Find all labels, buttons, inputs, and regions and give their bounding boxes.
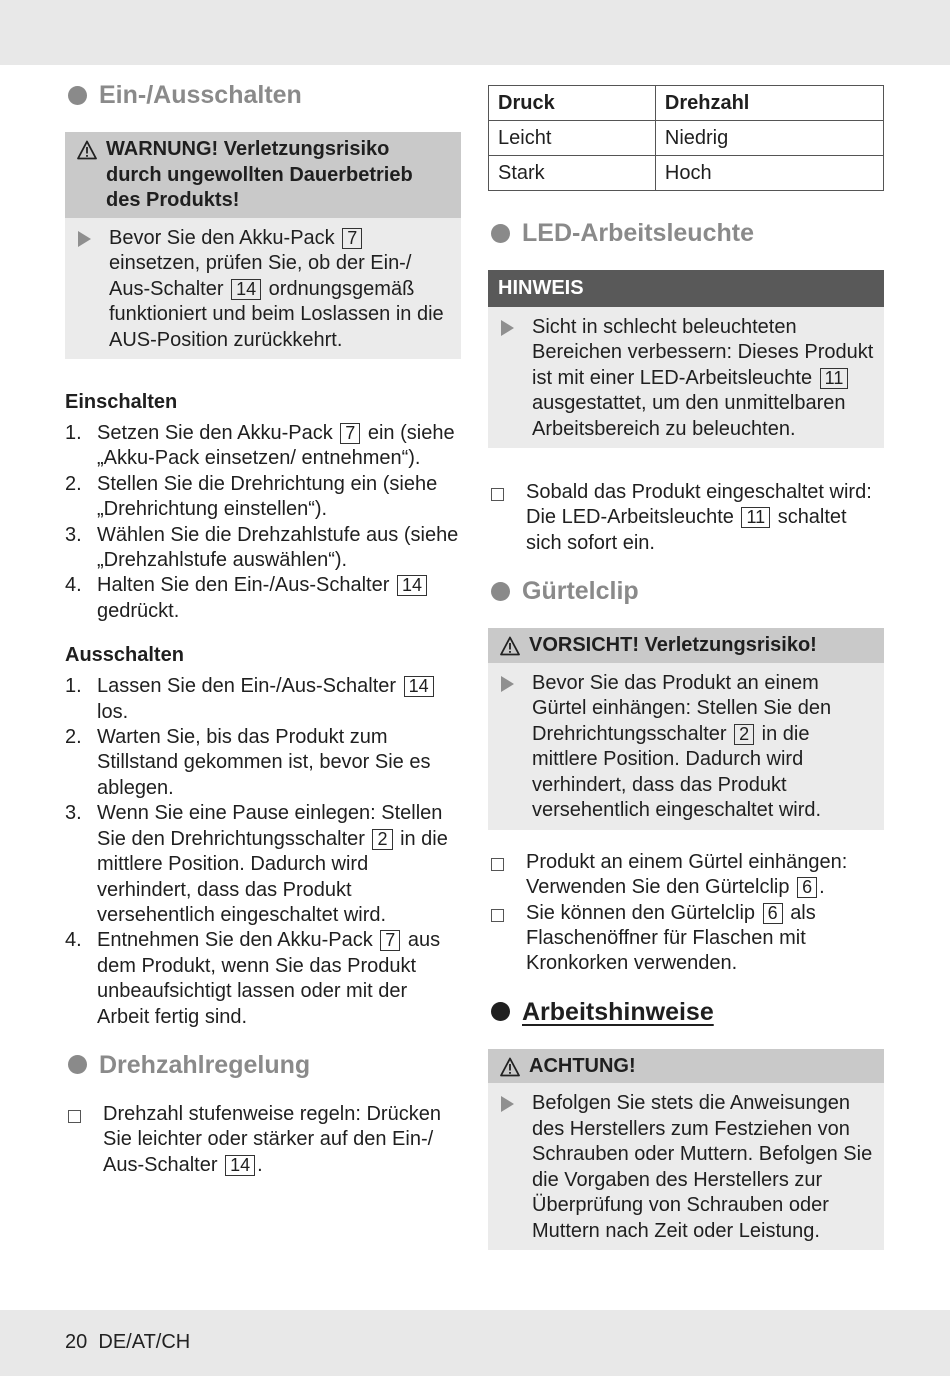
warning-box	[65, 132, 461, 359]
list-item: Sie können den Gürtelclip 6 als Flaschenöffner für Flaschen mit Kronkorken verwenden.	[488, 901, 884, 977]
clip-list	[488, 850, 884, 977]
left-column	[65, 78, 461, 1196]
part-ref: 14	[225, 1155, 255, 1176]
header-band	[0, 0, 950, 65]
bullet-dot-icon	[491, 1002, 510, 1021]
section-heading-drehzahlregelung: Drehzahlregelung	[65, 1048, 461, 1082]
step-item: 4. Entnehmen Sie den Akku-Pack 7 aus dem Produkt, wenn Sie das Produkt unbeaufsichtigt lassen oder mit der Arbeit fertig sind.	[65, 929, 441, 1028]
attention-heading: ACHTUNG!	[488, 1049, 884, 1084]
attention-box	[488, 1049, 884, 1251]
checkbox-square-icon	[491, 858, 504, 871]
ausschalten-steps	[65, 674, 461, 1030]
section-heading-arbeitshinweise: Arbeitshinweise	[488, 995, 884, 1029]
speed-table	[488, 85, 884, 191]
part-ref: 6	[763, 903, 783, 924]
warning-triangle-icon	[500, 1057, 520, 1077]
einschalten-steps	[65, 421, 461, 624]
page-footer	[65, 1331, 190, 1354]
section-heading-led: LED-Arbeitsleuchte	[488, 216, 884, 250]
checkbox-square-icon	[491, 909, 504, 922]
led-list	[488, 480, 884, 556]
part-ref: 2	[372, 829, 392, 850]
part-ref: 11	[741, 507, 770, 528]
warning-item: Bevor Sie den Akku-Pack 7 einsetzen, prüfen Sie, ob der Ein-/ Aus-Schalter 14 ordnungsgemäß funktioniert und beim Loslassen in die AUS-Position zurückkehrt.	[75, 226, 451, 354]
table-row: Stark Hoch	[489, 156, 884, 191]
step-item: 3. Wählen Sie die Drehzahlstufe aus (siehe „Drehzahlstufe auswählen“).	[65, 523, 459, 572]
part-ref: 14	[231, 279, 261, 300]
part-ref: 11	[820, 368, 849, 389]
caution-item: Bevor Sie das Produkt an einem Gürtel einhängen: Stellen Sie den Drehrichtungsschalter 2 in die mittlere Position. Dadurch wird verhindert, dass das Produkt versehentlich eingeschaltet wird.	[498, 671, 874, 824]
arrow-bullet-icon	[78, 231, 91, 247]
part-ref: 7	[342, 228, 362, 249]
checkbox-square-icon	[68, 1110, 81, 1123]
part-ref: 7	[380, 930, 400, 951]
arrow-bullet-icon	[501, 1096, 514, 1112]
bullet-dot-icon	[68, 1055, 87, 1074]
drehzahl-list	[65, 1102, 461, 1178]
note-heading: HINWEIS	[488, 270, 884, 307]
step-item: 1. Setzen Sie den Akku-Pack 7 ein (siehe „Akku-Pack einsetzen/ entnehmen“).	[65, 422, 455, 470]
arrow-bullet-icon	[501, 676, 514, 692]
subheading-einschalten: Einschalten	[65, 391, 178, 413]
part-ref: 7	[340, 423, 360, 444]
part-ref: 14	[397, 575, 427, 596]
locale-label: DE/AT/CH	[98, 1331, 191, 1353]
part-ref: 2	[734, 724, 754, 745]
warning-heading: WARNUNG! Verletzungsrisiko durch ungewollten Dauerbetrieb des Produkts!	[65, 132, 461, 218]
arrow-bullet-icon	[501, 320, 514, 336]
warning-triangle-icon	[77, 140, 97, 160]
part-ref: 14	[404, 676, 434, 697]
section-heading-guertelclip: Gürtelclip	[488, 574, 884, 608]
attention-item: Befolgen Sie stets die Anweisungen des Herstellers zum Festziehen von Schrauben oder Muttern. Befolgen Sie die Vorgaben des Herstellers zur Überprüfung von Schrauben oder Muttern nach Zeit oder Leistung.	[498, 1091, 874, 1244]
note-item: Sicht in schlecht beleuchteten Bereichen verbessern: Dieses Produkt ist mit einer LED-Arbeitsleuchte 11 ausgestattet, um den unmittelbaren Arbeitsbereich zu beleuchten.	[498, 315, 874, 443]
subheading-ausschalten: Ausschalten	[65, 644, 184, 667]
part-ref: 6	[797, 877, 817, 898]
step-item: 1. Lassen Sie den Ein-/Aus-Schalter 14 los.	[65, 674, 461, 725]
checkbox-square-icon	[491, 488, 504, 501]
right-column	[488, 78, 884, 1270]
list-item: Produkt an einem Gürtel einhängen: Verwenden Sie den Gürtelclip 6 .	[488, 850, 884, 901]
bullet-dot-icon	[68, 86, 87, 105]
warning-triangle-icon	[500, 636, 520, 656]
bullet-dot-icon	[491, 582, 510, 601]
list-item: Drehzahl stufenweise regeln: Drücken Sie leichter oder stärker auf den Ein-/ Aus-Schalter 14 .	[65, 1102, 461, 1178]
page-number: 20	[65, 1331, 88, 1353]
note-box	[488, 270, 884, 448]
caution-heading: VORSICHT! Verletzungsrisiko!	[488, 628, 884, 663]
section-heading-ein-ausschalten: Ein-/Ausschalten	[65, 78, 461, 112]
table-header-row: Druck Drehzahl	[489, 86, 884, 121]
step-item: 3. Wenn Sie eine Pause einlegen: Stellen Sie den Drehrichtungsschalter 2 in die mittlere Position. Dadurch wird verhindert, dass das Produkt versehentlich eingeschaltet wird.	[65, 802, 448, 926]
step-item: 2. Stellen Sie die Drehrichtung ein (siehe „Drehrichtung einstellen“).	[65, 472, 438, 521]
bullet-dot-icon	[491, 224, 510, 243]
caution-box	[488, 628, 884, 830]
step-item: 4. Halten Sie den Ein-/Aus-Schalter 14 gedrückt.	[65, 573, 461, 624]
list-item: Sobald das Produkt eingeschaltet wird: Die LED-Arbeitsleuchte 11 schaltet sich sofort ein.	[488, 480, 884, 556]
table-row: Leicht Niedrig	[489, 121, 884, 156]
step-item: 2. Warten Sie, bis das Produkt zum Stillstand gekommen ist, bevor Sie es ablegen.	[65, 726, 431, 799]
